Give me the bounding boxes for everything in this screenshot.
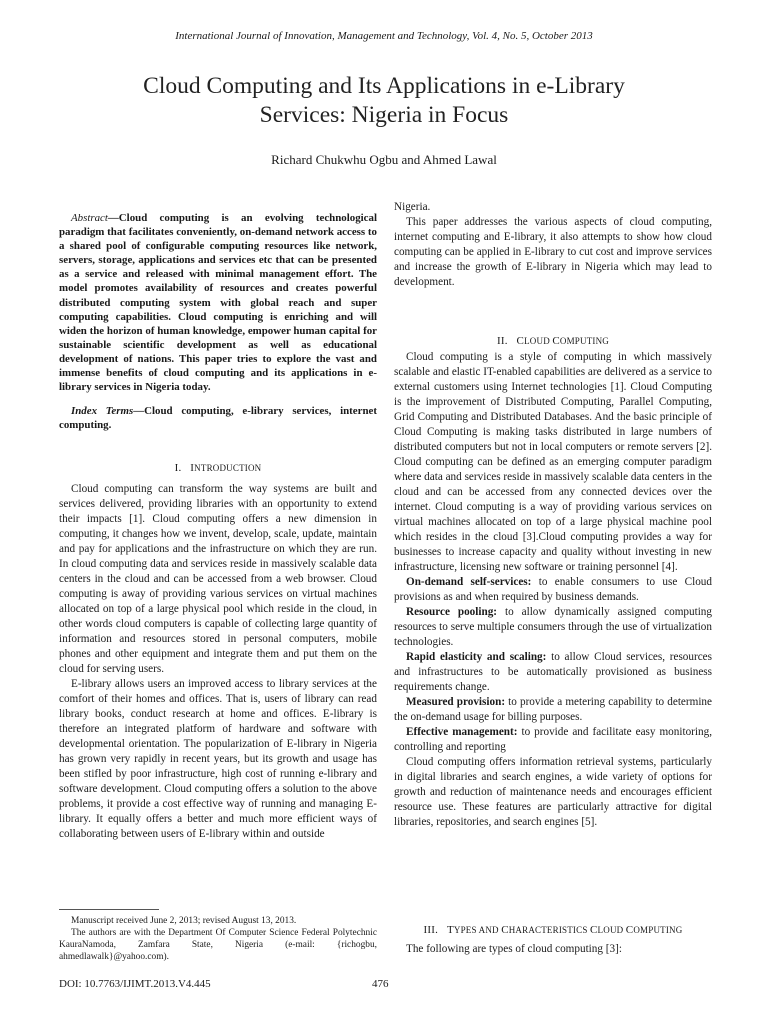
doi: DOI: 10.7763/IJIMT.2013.V4.445 bbox=[59, 978, 211, 990]
paragraph: Cloud computing can transform the way systems are built and services delivered, providing libraries with an opportunity to extend their impacts [1]. Cloud computing offers a new dimension in computing, it changes how we invent, develop, scale, update, maintain and pay for applications and the infrastructure on which they are run. In cloud computing data and services reside in massively scalable data centers in the cloud and can be accessed from a web browser. Cloud computing is away of providing various services on virtual machines allocated on top of a large physical pool which reside in the cloud, in other words cloud computers is capable of collecting large quantity of information and resources stored in personal computers, mobile phones and other equipment and integrate them and put them on the cloud for serving users. bbox=[59, 483, 377, 675]
paragraph: Cloud computing offers information retrieval systems, particularly in digital libraries and search engines, a wide variety of options for growth and reduction of maintenance needs and encourages efficient resource use. These features are particularly attractive for digital libraries, repositories, and search engines [5]. bbox=[394, 756, 712, 828]
paragraph: This paper addresses the various aspects of cloud computing, internet computing and E-library, it also attempts to show how cloud computing can be applied in E-library to cut cost and improve services and increase the growth of E-library in Nigeria which may lead to development. bbox=[394, 216, 712, 288]
list-item: Measured provision: to provide a metering capability to determine the on-demand usage for billing purposes. bbox=[394, 696, 712, 723]
page-number: 476 bbox=[372, 978, 389, 990]
abstract-text: —Cloud computing is an evolving technological paradigm that facilitates conveniently, on-demand network access to a shared pool of configurable computing resources like network, servers, storage, applications and services etc that can be presented as a service and released with minimal management effort. The model promotes availability of resources and creates powerful distributed computing system with global reach and super computing capabilities. Cloud computing is enriching and will widen the horizon of human knowledge, empower human capital for sustainable scientific development as well as educational development of nations. This paper tries to explore the vast and immense benefits of cloud computing and its applications in e-library services in Nigeria today. bbox=[59, 212, 377, 394]
types-body bbox=[394, 942, 712, 957]
paragraph: Cloud computing is a style of computing in which massively scalable and elastic IT-enabled capabilities are delivered as a service to external customers using Internet technologies [1]. Cloud Computing is the improvement of Distributed Computing, Parallel Computing, Grid Computing and Distributed Databases. And the basic principle of Cloud Computing is making tasks distributed in large numbers of distributed computers but not in local computers or remote servers [2]. Cloud computing can be defined as an emerging computer paradigm where data and services reside in massively scalable data centers in the cloud and can be accessed from any connected devices over the internet. Cloud computing is a way of providing various services on virtual machines allocated on top of a large physical machine pool which resides in the cloud [3].Cloud computing provides a way for businesses to increase capacity and quality without investing in new infrastructure, licensing new software or training personnel [4]. bbox=[394, 351, 712, 573]
paragraph: The following are types of cloud computing [3]: bbox=[406, 943, 622, 955]
footnote-affiliation: The authors are with the Department Of Computer Science Federal Polytechnic KauraNamoda, Zamfara State, Nigeria (e-mail: {richogbu, ahmedlawalk}@yahoo.com). bbox=[59, 928, 377, 962]
list-item: Rapid elasticity and scaling: to allow Cloud services, resources and infrastructures to be automatically provisioned as business requirements change. bbox=[394, 651, 712, 693]
right-column-top bbox=[394, 200, 712, 290]
abstract-label: Abstract bbox=[71, 212, 108, 224]
list-item: On-demand self-services: to enable consumers to use Cloud provisions as and when required by business demands. bbox=[394, 576, 712, 603]
paragraph: E-library allows users an improved access to library services at the comfort of their homes and offices. That is, users of library can read library books, conduct research at home and offices. E-library is therefore an integrated platform of hardware and software with developmental orientation. The popularization of E-library in Nigeria has grown very rapidly in recent years, but its growth and usage has been stifled by poor infrastructure, high cost of running e-library and software development. Cloud computing offers a solution to the above problems, it provide a cost effective way of running and managing E-library. It equally offers a better and much more efficient ways of collaborating between users of E-library within and outside bbox=[59, 678, 377, 840]
index-terms-text: —Cloud computing, e-library services, internet computing. bbox=[59, 405, 377, 432]
footnote-rule bbox=[59, 909, 159, 910]
index-terms bbox=[59, 404, 377, 432]
section-heading-cloud-computing: II. CLOUD COMPUTING bbox=[497, 335, 609, 347]
index-terms-label: Index Terms bbox=[71, 405, 134, 417]
list-item: Resource pooling: to allow dynamically assigned computing resources to serve multiple consumers through the use of virtualization technologies. bbox=[394, 606, 712, 648]
authors: Richard Chukwhu Ogbu and Ahmed Lawal bbox=[271, 152, 497, 167]
section-heading-introduction: I. INTRODUCTION bbox=[174, 462, 262, 474]
paragraph: Nigeria. bbox=[394, 201, 431, 213]
footnote bbox=[59, 915, 377, 963]
footnote-received: Manuscript received June 2, 2013; revised August 13, 2013. bbox=[71, 916, 297, 926]
title-line-1: Cloud Computing and Its Applications in e-Library bbox=[143, 73, 625, 99]
introduction-body bbox=[59, 482, 377, 842]
abstract bbox=[59, 211, 377, 394]
list-item: Effective management: to provide and facilitate easy monitoring, controlling and reporting bbox=[394, 726, 712, 753]
paper-title bbox=[60, 72, 708, 130]
section-heading-types: III. TYPES AND CHARACTERISTICS CLOUD COMPUTING bbox=[423, 924, 683, 936]
cloud-computing-body bbox=[394, 350, 712, 830]
journal-header: International Journal of Innovation, Management and Technology, Vol. 4, No. 5, October 2013 bbox=[175, 30, 593, 42]
title-line-2: Services: Nigeria in Focus bbox=[259, 102, 509, 128]
